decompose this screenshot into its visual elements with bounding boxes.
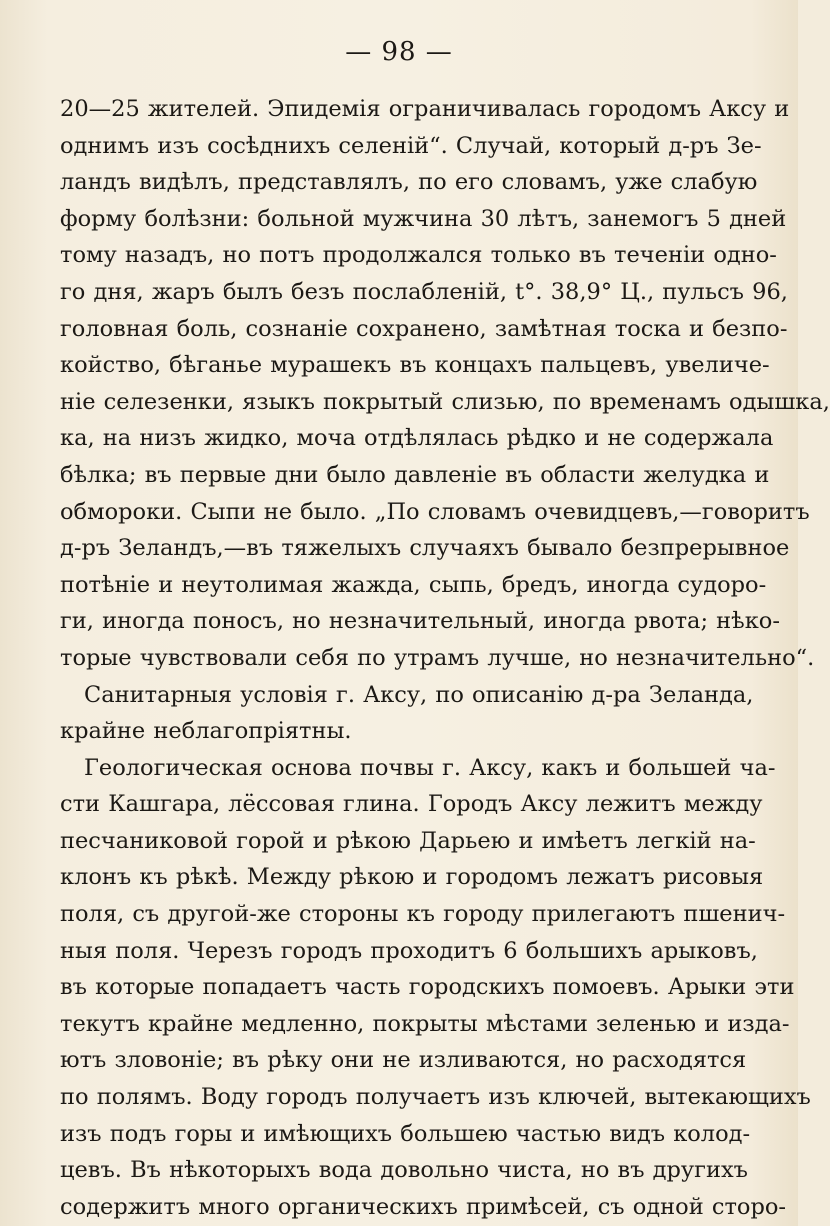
- text-line: ландъ видѣлъ, представлялъ, по его словамъ, уже слабую: [60, 169, 758, 196]
- text-line: Санитарныя условія г. Аксу, по описанію д-ра Зеланда,: [84, 681, 754, 708]
- text-line: тому назадъ, но потъ продолжался только въ теченіи одно-: [60, 242, 777, 269]
- text-line: бѣлка; въ первые дни было давленіе въ области желудка и: [60, 461, 770, 488]
- text-line: однимъ изъ сосѣднихъ селеній“. Случай, который д-ръ Зе-: [60, 132, 762, 159]
- page-number: — 98 —: [345, 37, 453, 67]
- text-line: го дня, жаръ былъ безъ послабленій, t°. 38,9° Ц., пульсъ 96,: [60, 278, 788, 305]
- text-line: въ которые попадаетъ часть городскихъ помоевъ. Арыки эти: [60, 974, 795, 1001]
- text-line: ніе селезенки, языкъ покрытый слизью, по временамъ одышка,: [60, 388, 830, 415]
- text-line: поля, съ другой-же стороны къ городу прилегаютъ пшенич-: [60, 901, 786, 928]
- body-text: [60, 91, 830, 1225]
- text-line: содержитъ много органическихъ примѣсей, съ одной сторо-: [60, 1193, 786, 1220]
- text-line: торые чувствовали себя по утрамъ лучше, но незначительно“.: [60, 644, 815, 671]
- text-line: текутъ крайне медленно, покрыты мѣстами зеленью и изда-: [60, 1010, 790, 1037]
- text-line: ныя поля. Черезъ городъ проходитъ 6 большихъ арыковъ,: [60, 937, 758, 964]
- text-line: ги, иногда поносъ, но незначительный, иногда рвота; нѣко-: [60, 608, 780, 635]
- text-line: форму болѣзни: больной мужчина 30 лѣтъ, занемогъ 5 дней: [60, 205, 787, 232]
- paragraph-1: [60, 91, 830, 677]
- text-line: обмороки. Сыпи не было. „По словамъ очевидцевъ,—говоритъ: [60, 498, 810, 525]
- text-line: крайне неблагопріятны.: [60, 718, 352, 745]
- text-line: 20—25 жителей. Эпидемія ограничивалась городомъ Аксу и: [60, 96, 790, 122]
- text-line: д-ръ Зеландъ,—въ тяжелыхъ случаяхъ бывало безпрерывное: [60, 535, 790, 562]
- text-line: изъ подъ горы и имѣющихъ большею частью видъ колод-: [60, 1120, 751, 1147]
- text-line: ка, на низъ жидко, моча отдѣлялась рѣдко и не содержала: [60, 425, 774, 452]
- text-line: койство, бѣганье мурашекъ въ концахъ пальцевъ, увеличе-: [60, 352, 770, 379]
- text-line: потѣніе и неутолимая жажда, сыпь, бредъ, иногда судоро-: [60, 571, 767, 598]
- text-line: по полямъ. Воду городъ получаетъ изъ ключей, вытекающихъ: [60, 1084, 811, 1111]
- text-line: сти Кашгара, лёссовая глина. Городъ Аксу лежитъ между: [60, 791, 763, 818]
- paragraph-2: [60, 677, 754, 750]
- text-line: клонъ къ рѣкѣ. Между рѣкою и городомъ лежатъ рисовыя: [60, 864, 764, 891]
- text-line: Геологическая основа почвы г. Аксу, какъ и большей ча-: [84, 754, 776, 781]
- text-line: головная боль, сознаніе сохранено, замѣтная тоска и безпо-: [60, 315, 788, 342]
- text-line: цевъ. Въ нѣкоторыхъ вода довольно чиста, но въ другихъ: [60, 1157, 748, 1184]
- paragraph-3: [60, 750, 811, 1226]
- text-line: ютъ зловоніе; въ рѣку они не изливаются, но расходятся: [60, 1047, 747, 1074]
- text-line: песчаниковой горой и рѣкою Дарьею и имѣетъ легкій на-: [60, 827, 756, 854]
